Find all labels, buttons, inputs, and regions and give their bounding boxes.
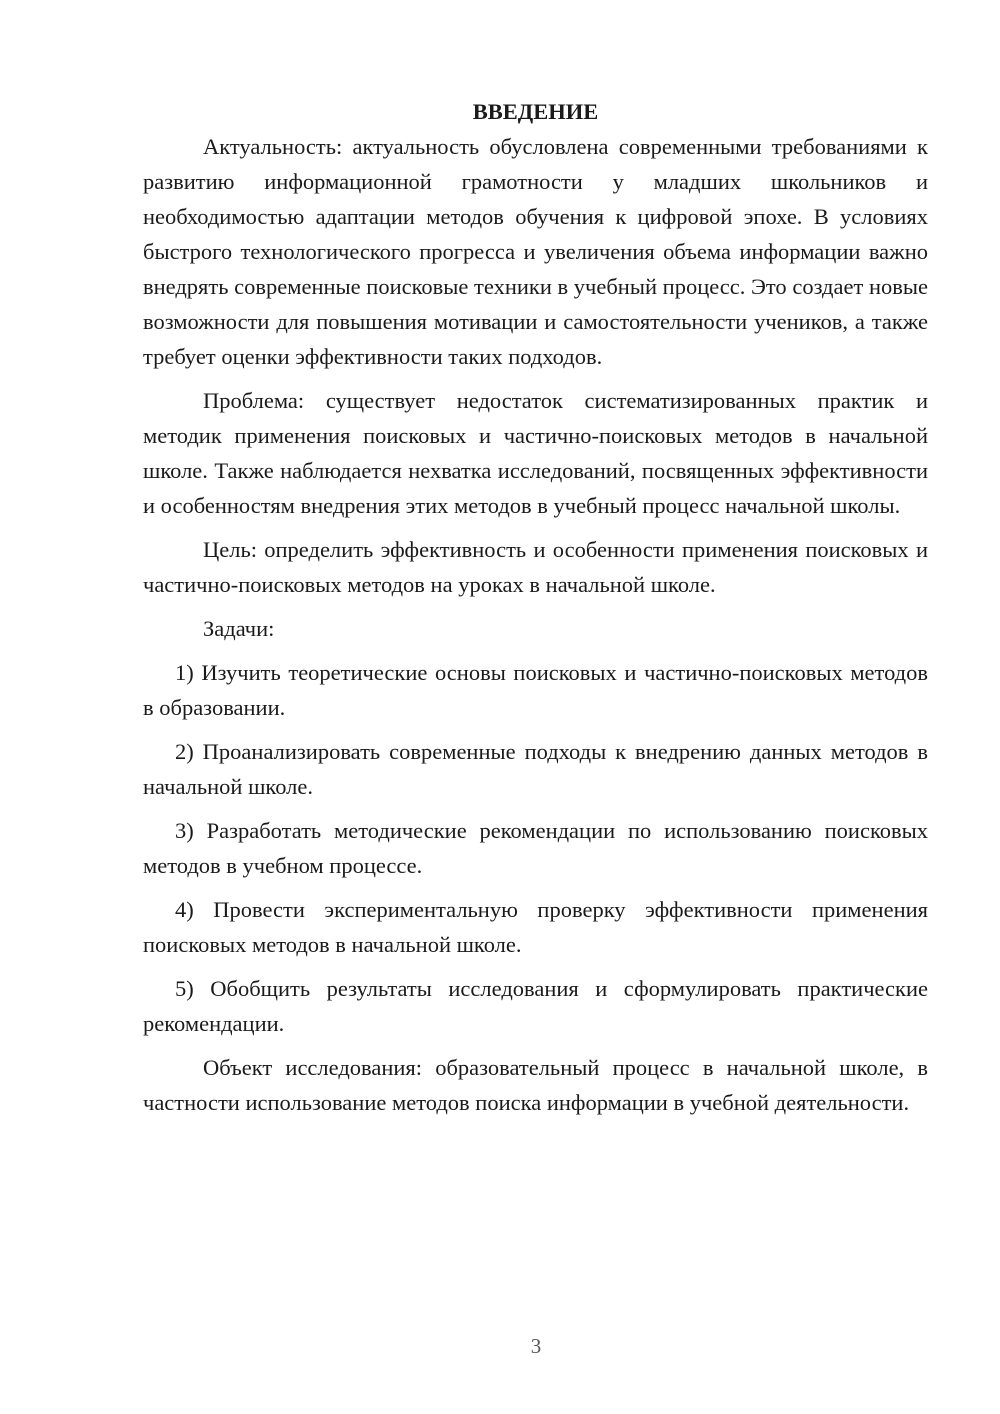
goal-paragraph: Цель: определить эффективность и особенности применения поисковых и частично-поисковых методов на уроках в начальной школе. — [143, 537, 928, 597]
object-paragraph: Объект исследования: образовательный процесс в начальной школе, в частности использование методов поиска информации в учебной деятельности. — [143, 1055, 928, 1115]
tasks-heading: Задачи: — [203, 616, 275, 641]
paragraph-gap — [143, 883, 928, 892]
paragraph-gap — [143, 1041, 928, 1050]
paragraph-gap — [143, 374, 928, 383]
task-item-1: 1) Изучить теоретические основы поисковых и частично-поисковых методов в образовании. — [143, 660, 928, 720]
task-item-2: 2) Проанализировать современные подходы к внедрению данных методов в начальной школе. — [143, 739, 928, 799]
task-item-5: 5) Обобщить результаты исследования и сформулировать практические рекомендации. — [143, 976, 928, 1036]
paragraph-gap — [143, 602, 928, 611]
paragraph-gap — [143, 804, 928, 813]
page-title: ВВЕДЕНИЕ — [472, 99, 599, 124]
paragraph-gap — [143, 725, 928, 734]
task-item-3: 3) Разработать методические рекомендации по использованию поисковых методов в учебном процессе. — [143, 818, 928, 878]
task-item-4: 4) Провести экспериментальную проверку эффективности применения поисковых методов в начальной школе. — [143, 897, 928, 957]
problem-paragraph: Проблема: существует недостаток систематизированных практик и методик применения поисковых и частично-поисковых методов в начальной школе. Также наблюдается нехватка исследований, посвященных эффективности и особенностям внедрения этих методов в учебный процесс начальной школы. — [143, 388, 928, 518]
page-content — [143, 94, 928, 1120]
page-number: 3 — [530, 1334, 542, 1358]
paragraph-gap — [143, 962, 928, 971]
relevance-paragraph: Актуальность: актуальность обусловлена современными требованиями к развитию информационной грамотности у младших школьников и необходимостью адаптации методов обучения к цифровой эпохе. В условиях быстрого технологического прогресса и увеличения объема информации важно внедрять современные поисковые техники в учебный процесс. Это создает новые возможности для повышения мотивации и самостоятельности учеников, а также требует оценки эффективности таких подходов. — [143, 134, 928, 369]
paragraph-gap — [143, 523, 928, 532]
paragraph-gap — [143, 646, 928, 655]
